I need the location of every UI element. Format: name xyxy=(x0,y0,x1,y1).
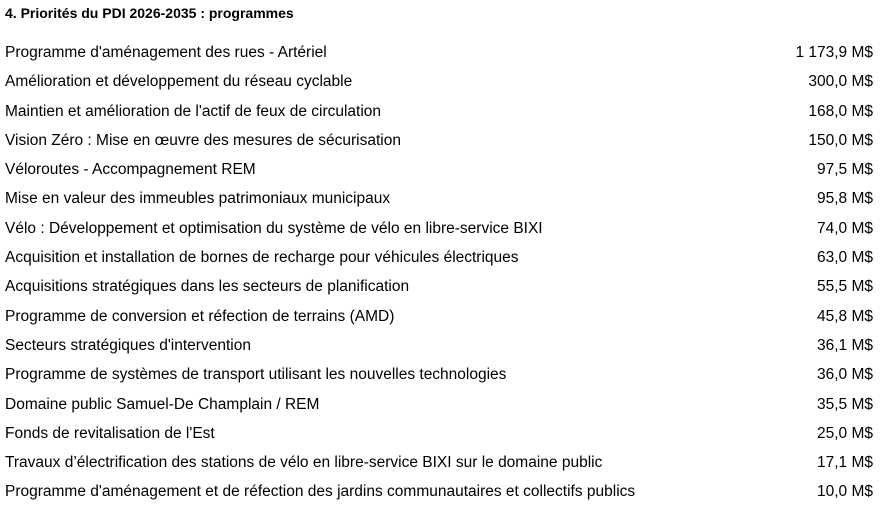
program-label: Travaux d’électrification des stations de vélo en libre-service BIXI sur le domaine public xyxy=(5,454,603,472)
program-row xyxy=(0,361,880,390)
program-label: Véloroutes - Accompagnement REM xyxy=(5,161,256,179)
program-label: Amélioration et développement du réseau cyclable xyxy=(5,73,353,91)
program-label: Programme de systèmes de transport utilisant les nouvelles technologies xyxy=(5,366,507,384)
program-row xyxy=(0,98,880,127)
program-amount: 168,0 M$ xyxy=(808,102,873,120)
program-label: Vélo : Développement et optimisation du système de vélo en libre-service BIXI xyxy=(5,219,543,237)
program-row xyxy=(0,273,880,302)
program-row xyxy=(0,332,880,361)
program-amount: 95,8 M$ xyxy=(816,190,873,208)
program-amount: 35,5 M$ xyxy=(816,395,873,413)
program-amount: 55,5 M$ xyxy=(816,278,873,296)
program-label: Programme de conversion et réfection de terrains (AMD) xyxy=(5,307,395,325)
program-row xyxy=(0,478,880,507)
program-label: Mise en valeur des immeubles patrimoniaux municipaux xyxy=(5,190,391,208)
program-row xyxy=(0,215,880,244)
program-label: Domaine public Samuel-De Champlain / REM xyxy=(5,395,320,413)
program-label: Acquisition et installation de bornes de recharge pour véhicules électriques xyxy=(5,249,519,267)
program-amount: 25,0 M$ xyxy=(816,424,873,442)
program-amount: 300,0 M$ xyxy=(808,73,873,91)
program-amount: 17,1 M$ xyxy=(816,454,873,472)
program-label: Programme d'aménagement des rues - Artériel xyxy=(5,44,327,61)
program-row xyxy=(0,303,880,332)
program-amount: 63,0 M$ xyxy=(816,249,873,267)
program-amount: 10,0 M$ xyxy=(816,483,873,501)
program-row xyxy=(0,39,880,68)
program-row xyxy=(0,449,880,478)
program-amount: 45,8 M$ xyxy=(816,307,873,325)
program-row xyxy=(0,185,880,214)
program-label: Maintien et amélioration de l'actif de feux de circulation xyxy=(5,102,382,120)
program-amount: 74,0 M$ xyxy=(816,219,873,237)
program-label: Vision Zéro : Mise en œuvre des mesures de sécurisation xyxy=(5,131,401,149)
program-row xyxy=(0,244,880,273)
program-amount: 36,1 M$ xyxy=(816,336,873,354)
program-row xyxy=(0,391,880,420)
program-row xyxy=(0,156,880,185)
program-amount: 97,5 M$ xyxy=(816,161,873,179)
program-row xyxy=(0,420,880,449)
program-amount: 1 173,9 M$ xyxy=(795,44,873,61)
program-row xyxy=(0,68,880,97)
program-amount: 36,0 M$ xyxy=(816,366,873,384)
program-list xyxy=(0,39,880,508)
program-label: Fonds de revitalisation de l'Est xyxy=(5,424,215,442)
program-amount: 150,0 M$ xyxy=(808,131,873,149)
section-title: 4. Priorités du PDI 2026-2035 : programmes xyxy=(5,5,294,21)
program-label: Acquisitions stratégiques dans les secteurs de planification xyxy=(5,278,410,296)
program-row xyxy=(0,127,880,156)
program-label: Secteurs stratégiques d'intervention xyxy=(5,336,251,354)
program-label: Programme d'aménagement et de réfection des jardins communautaires et collectifs publics xyxy=(5,483,636,501)
